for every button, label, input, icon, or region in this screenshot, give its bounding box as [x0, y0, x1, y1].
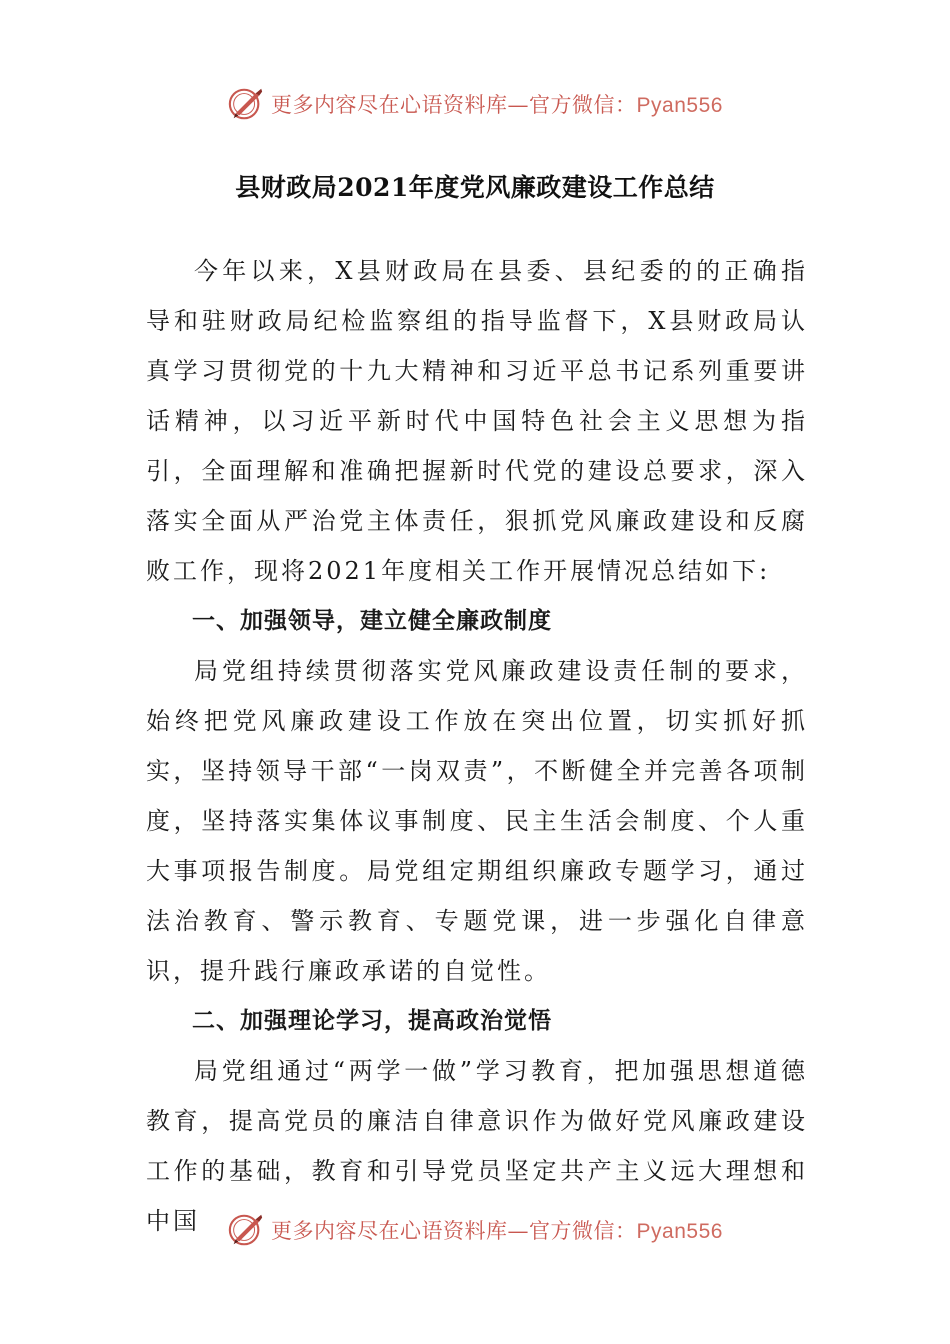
section-body-1: 局党组持续贯彻落实党风廉政建设责任制的要求，始终把党风廉政建设工作放在突出位置，切实抓好抓实，坚持领导干部“一岗双责”，不断健全并完善各项制度，坚持落实集体议事制度、民主生活会制度、个人重大事项报告制度。局党组定期组织廉政专题学习，通过法治教育、警示教育、专题党课，进一步强化自律意识，提升践行廉政承诺的自觉性。 — [146, 657, 808, 985]
section-heading-1: 一、加强领导，建立健全廉政制度 — [192, 608, 552, 634]
wechat-id: Pyan556 — [636, 94, 723, 117]
document-body — [146, 246, 808, 1246]
banner-text: 更多内容尽在心语资料库—官方微信：Pyan556 — [271, 1219, 723, 1243]
section-body-2: 局党组通过“两学一做”学习教育，把加强思想道德教育，提高党员的廉洁自律意识作为做好党风廉政建设工作的基础，教育和引导党员坚定共产主义远大理想和中国 — [146, 1057, 808, 1235]
header-banner — [0, 82, 950, 126]
page-title: 县财政局2021年度党风廉政建设工作总结 — [235, 173, 715, 202]
intro-paragraph: 今年以来，X县财政局在县委、县纪委的的正确指导和驻财政局纪检监察组的指导监督下，X县财政局认真学习贯彻党的十九大精神和习近平总书记系列重要讲话精神，以习近平新时代中国特色社会主义思想为指引，全面理解和准确把握新时代党的建设总要求，深入落实全面从严治党主体责任，狠抓党风廉政建设和反腐败工作，现将2021年度相关工作开展情况总结如下: — [146, 257, 808, 585]
pen-seal-logo-icon — [227, 85, 265, 123]
pen-seal-logo-icon — [227, 1211, 265, 1249]
footer-banner — [0, 1208, 950, 1252]
wechat-id: Pyan556 — [636, 1220, 723, 1243]
banner-text: 更多内容尽在心语资料库—官方微信：Pyan556 — [271, 93, 723, 117]
section-heading-2: 二、加强理论学习，提高政治觉悟 — [192, 1008, 552, 1034]
